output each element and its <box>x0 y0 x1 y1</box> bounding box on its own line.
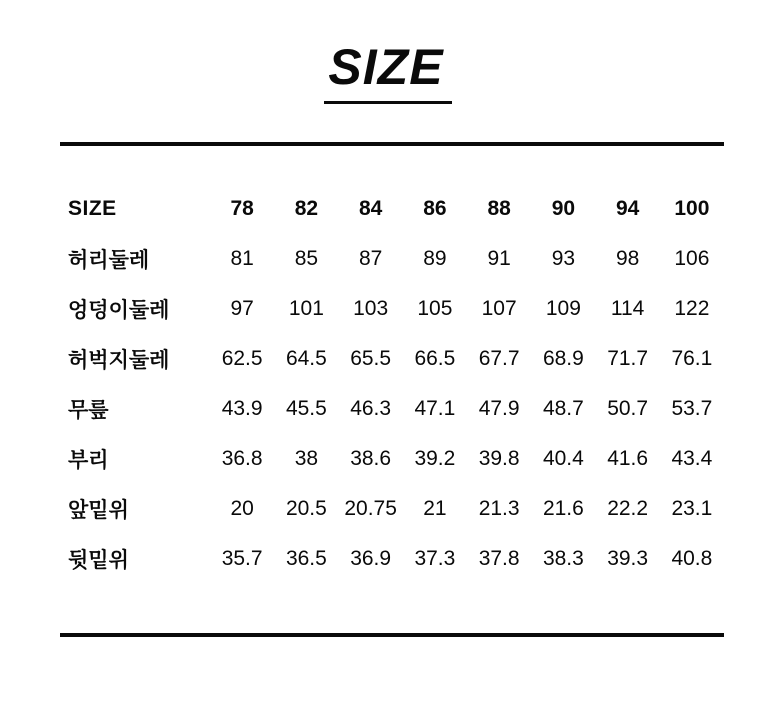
cell: 43.9 <box>221 397 263 420</box>
page-title-text: SIZE <box>324 40 451 104</box>
cell: 36.5 <box>285 547 327 570</box>
cell: 67.7 <box>478 347 520 370</box>
cell: 53.7 <box>671 397 713 420</box>
cell: 41.6 <box>607 447 649 470</box>
header-label: SIZE <box>68 197 117 220</box>
table-row-front-rise <box>60 484 724 534</box>
cell: 21.6 <box>542 497 584 520</box>
header-size-78: 78 <box>230 197 254 220</box>
cell: 38.3 <box>542 547 584 570</box>
cell: 48.7 <box>542 397 584 420</box>
cell: 98 <box>615 247 640 270</box>
cell: 87 <box>358 247 383 270</box>
cell: 103 <box>353 297 389 320</box>
header-size-88: 88 <box>487 197 511 220</box>
cell: 64.5 <box>285 347 327 370</box>
header-size-100: 100 <box>674 197 710 220</box>
row-label: 허벅지둘레 <box>68 349 170 372</box>
cell: 105 <box>417 297 453 320</box>
table-row-knee <box>60 384 724 434</box>
cell: 114 <box>610 297 645 320</box>
table-row-waist <box>60 234 724 284</box>
cell: 46.3 <box>350 397 392 420</box>
cell: 66.5 <box>414 347 456 370</box>
cell: 47.1 <box>414 397 456 420</box>
cell: 37.8 <box>478 547 520 570</box>
header-size-90: 90 <box>551 197 576 220</box>
header-size-94: 94 <box>615 197 640 220</box>
table-header-row <box>60 184 724 234</box>
cell: 68.9 <box>542 347 584 370</box>
row-label: 부리 <box>68 449 109 472</box>
cell: 106 <box>674 247 710 270</box>
cell: 97 <box>230 297 254 320</box>
cell: 38.6 <box>350 447 392 470</box>
row-label: 무릎 <box>68 399 109 422</box>
cell: 76.1 <box>671 347 713 370</box>
cell: 36.9 <box>350 547 392 570</box>
size-table <box>60 184 724 584</box>
table-row-hip <box>60 284 724 334</box>
cell: 35.7 <box>221 547 263 570</box>
cell: 39.8 <box>478 447 520 470</box>
cell: 40.4 <box>542 447 584 470</box>
cell: 23.1 <box>671 497 713 520</box>
cell: 107 <box>481 297 517 320</box>
header-size-86: 86 <box>423 197 447 220</box>
cell: 20.5 <box>285 497 327 520</box>
cell: 93 <box>551 247 576 270</box>
table-row-thigh <box>60 334 724 384</box>
table-row-back-rise <box>60 534 724 584</box>
bottom-divider <box>60 633 724 637</box>
page-title <box>0 0 776 104</box>
cell: 36.8 <box>221 447 263 470</box>
row-label: 허리둘레 <box>68 249 150 272</box>
cell: 38 <box>294 447 319 470</box>
cell: 47.9 <box>478 397 520 420</box>
cell: 20 <box>230 497 254 520</box>
cell: 43.4 <box>671 447 713 470</box>
cell: 39.3 <box>607 547 649 570</box>
cell: 21 <box>423 497 447 520</box>
row-label: 뒷밑위 <box>68 549 129 572</box>
cell: 22.2 <box>607 497 649 520</box>
cell: 45.5 <box>285 397 327 420</box>
cell: 37.3 <box>414 547 456 570</box>
cell: 20.75 <box>344 497 397 520</box>
cell: 65.5 <box>350 347 392 370</box>
cell: 50.7 <box>607 397 649 420</box>
cell: 85 <box>294 247 319 270</box>
row-label: 엉덩이둘레 <box>68 299 170 322</box>
cell: 122 <box>674 297 710 320</box>
cell: 81 <box>230 247 254 270</box>
header-size-82: 82 <box>294 197 319 220</box>
cell: 21.3 <box>478 497 520 520</box>
top-divider <box>60 142 724 146</box>
cell: 62.5 <box>221 347 263 370</box>
cell: 91 <box>487 247 511 270</box>
table-row-hem <box>60 434 724 484</box>
cell: 39.2 <box>414 447 456 470</box>
header-size-84: 84 <box>358 197 383 220</box>
cell: 71.7 <box>607 347 649 370</box>
cell: 101 <box>288 297 324 320</box>
cell: 40.8 <box>671 547 713 570</box>
cell: 89 <box>423 247 447 270</box>
row-label: 앞밑위 <box>68 499 129 522</box>
cell: 109 <box>545 297 581 320</box>
